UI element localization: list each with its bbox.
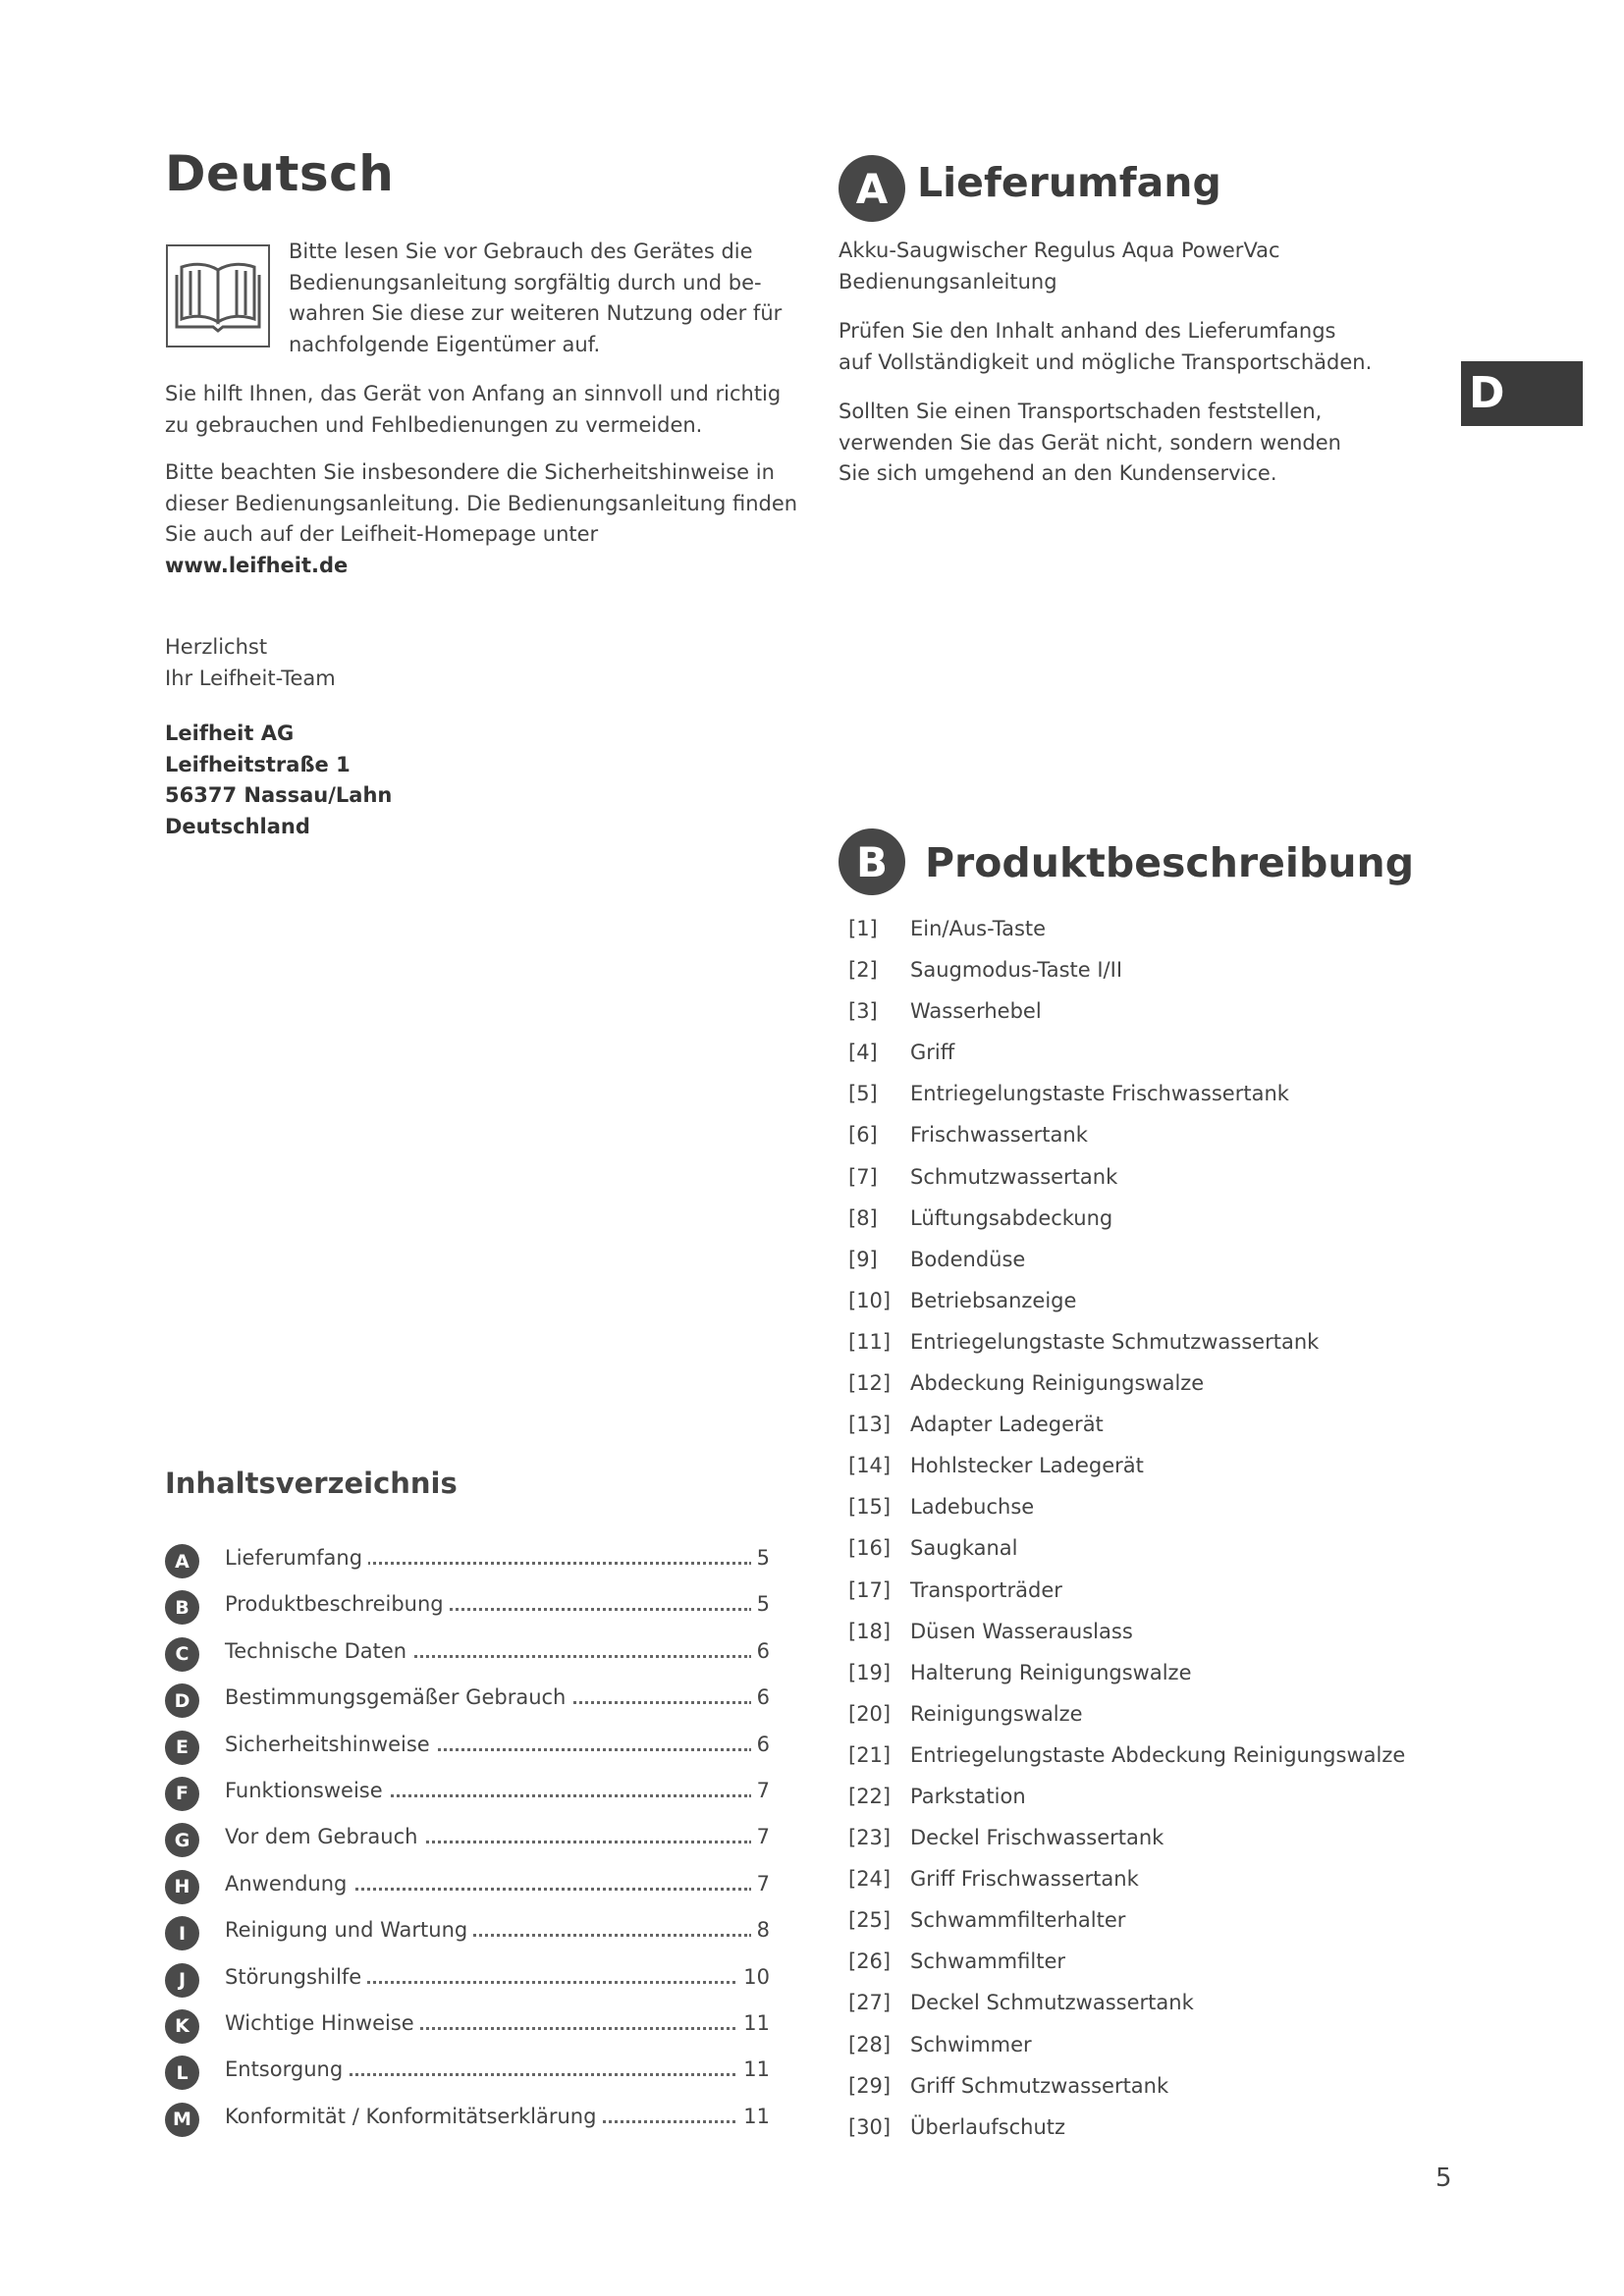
part-item (848, 1161, 1457, 1202)
part-item (848, 1367, 1457, 1409)
safety-notice-text (165, 457, 803, 581)
toc-page-number: 6 (751, 1639, 770, 1663)
part-number: [30] (848, 2114, 892, 2139)
toc-label: Entsorgung (225, 2057, 349, 2081)
text-line: auf Vollständigkeit und mögliche Transportschäden. (839, 349, 1373, 374)
toc-label: Anwendung (225, 1872, 352, 1896)
part-number: [28] (848, 2032, 892, 2056)
toc-letter-badge: H (165, 1870, 199, 1904)
toc-page-number: 6 (751, 1733, 770, 1756)
part-number: [13] (848, 1413, 892, 1437)
part-item (848, 1202, 1457, 1244)
part-name: Saugkanal (910, 1536, 1018, 1561)
toc-entry[interactable] (165, 1538, 774, 1584)
part-number: [20] (848, 1701, 892, 1726)
part-number: [25] (848, 1908, 892, 1933)
part-item (848, 1657, 1457, 1698)
toc-entry[interactable] (165, 1864, 774, 1910)
part-item (848, 2070, 1457, 2111)
part-name: Deckel Frischwassertank (910, 1826, 1164, 1850)
text-line: Prüfen Sie den Inhalt anhand des Lieferumfangs (839, 319, 1336, 343)
toc-letter-badge: D (165, 1683, 199, 1718)
part-item (848, 995, 1457, 1037)
part-name: Schwammfilterhalter (910, 1908, 1126, 1933)
part-name: Entriegelungstaste Schmutzwassertank (910, 1329, 1320, 1354)
part-item (848, 1078, 1457, 1119)
toc-letter-badge: E (165, 1731, 199, 1765)
part-number: [22] (848, 1784, 892, 1808)
part-item (848, 1491, 1457, 1532)
company-address (165, 719, 656, 842)
part-item (848, 2111, 1457, 2153)
company-line: Leifheitstraße 1 (165, 752, 351, 776)
page-number: 5 (1435, 2163, 1452, 2193)
book-icon (166, 244, 270, 347)
toc-entry[interactable] (165, 1817, 774, 1863)
part-item (848, 1037, 1457, 1078)
part-number: [16] (848, 1536, 892, 1561)
table-of-contents (165, 1538, 774, 2143)
part-name: Deckel Schmutzwassertank (910, 1991, 1194, 2015)
page-title: Deutsch (165, 145, 395, 202)
part-name: Hohlstecker Ladegerät (910, 1454, 1144, 1478)
part-number: [12] (848, 1371, 892, 1396)
part-number: [11] (848, 1329, 892, 1354)
text-line: Sollten Sie einen Transportschaden feststellen, (839, 400, 1323, 423)
part-name: Überlaufschutz (910, 2114, 1066, 2139)
toc-label: Produktbeschreibung (225, 1592, 450, 1616)
section-b-badge: B (839, 828, 905, 895)
part-name: Lüftungsabdeckung (910, 1205, 1113, 1230)
toc-label: Funktionsweise (225, 1779, 389, 1802)
part-number: [19] (848, 1660, 892, 1684)
part-item (848, 1616, 1457, 1657)
part-name: Schmutzwassertank (910, 1164, 1118, 1189)
part-item (848, 1119, 1457, 1160)
part-name: Griff Frischwassertank (910, 1867, 1139, 1892)
safety-notice-sentence: Bitte beachten Sie insbesondere die Sicherheitshinweise in dieser Bedienungsanleitung. Die Bedienungsanleitung finden Sie auch auf der Leifheit-Homepage unter (165, 460, 798, 546)
part-name: Abdeckung Reinigungswalze (910, 1371, 1205, 1396)
text-line: Sie sich umgehend an den Kundenservice. (839, 461, 1277, 485)
part-number: [26] (848, 1949, 892, 1974)
toc-page-number: 7 (751, 1825, 770, 1848)
part-item (848, 1285, 1457, 1326)
scope-of-delivery-text (839, 236, 1428, 297)
transport-damage-text (839, 397, 1428, 490)
part-item (848, 2029, 1457, 2070)
part-number: [27] (848, 1991, 892, 2015)
part-item (848, 954, 1457, 995)
toc-letter-badge: G (165, 1823, 199, 1857)
part-item (848, 1781, 1457, 1822)
part-number: [4] (848, 1041, 878, 1065)
toc-label: Störungshilfe (225, 1965, 367, 1989)
part-name: Frischwassertank (910, 1123, 1088, 1148)
toc-page-number: 8 (751, 1918, 770, 1942)
toc-entry[interactable] (165, 1584, 774, 1630)
part-name: Schwimmer (910, 2032, 1032, 2056)
toc-label: Technische Daten (225, 1639, 412, 1663)
toc-entry[interactable] (165, 1631, 774, 1678)
usage-text: Sie hilft Ihnen, das Gerät von Anfang an sinnvoll und richtig zu gebrauchen und Fehlbedienungen zu vermeiden. (165, 382, 782, 437)
toc-page-number: 5 (751, 1592, 770, 1616)
company-line: Deutschland (165, 814, 310, 838)
part-name: Betriebsanzeige (910, 1288, 1077, 1312)
greeting (165, 632, 656, 694)
toc-entry[interactable] (165, 1678, 774, 1724)
toc-letter-badge: I (165, 1916, 199, 1950)
part-name: Griff (910, 1041, 955, 1065)
toc-entry[interactable] (165, 2050, 774, 2096)
part-item (848, 1904, 1457, 1946)
part-name: Ein/Aus-Taste (910, 917, 1047, 940)
part-item (848, 1244, 1457, 1285)
part-number: [1] (848, 917, 878, 940)
company-line: 56377 Nassau/Lahn (165, 783, 393, 807)
part-number: [23] (848, 1826, 892, 1850)
language-tab: D (1461, 361, 1583, 426)
part-item (848, 1987, 1457, 2028)
part-number: [10] (848, 1288, 892, 1312)
part-name: Parkstation (910, 1784, 1026, 1808)
part-number: [6] (848, 1123, 878, 1148)
check-contents-text (839, 316, 1428, 378)
company-line: Leifheit AG (165, 721, 295, 745)
part-number: [24] (848, 1867, 892, 1892)
part-number: [21] (848, 1742, 892, 1767)
part-name: Saugmodus-Taste I/II (910, 958, 1123, 983)
toc-label: Lieferumfang (225, 1546, 368, 1570)
toc-label: Wichtige Hinweise (225, 2011, 420, 2035)
part-item (848, 1698, 1457, 1739)
part-name: Ladebuchse (910, 1495, 1035, 1520)
part-name: Transporträder (910, 1577, 1062, 1602)
section-a-badge: A (839, 155, 905, 222)
part-number: [3] (848, 999, 878, 1024)
toc-label: Konformität / Konformitätserklärung (225, 2105, 602, 2128)
part-name: Schwammfilter (910, 1949, 1065, 1974)
part-name: Entriegelungstaste Frischwassertank (910, 1082, 1289, 1106)
section-a-title: Lieferumfang (917, 159, 1221, 206)
part-name: Düsen Wasserauslass (910, 1619, 1133, 1643)
toc-letter-badge: B (165, 1590, 199, 1625)
part-name: Adapter Ladegerät (910, 1413, 1104, 1437)
part-name: Griff Schmutzwassertank (910, 2073, 1169, 2098)
part-item (848, 1946, 1457, 1987)
toc-entry[interactable] (165, 2097, 774, 2143)
part-item (848, 913, 1457, 954)
part-name: Halterung Reinigungswalze (910, 1660, 1192, 1684)
delivery-item: Bedienungsanleitung (839, 269, 1057, 294)
part-item (848, 1739, 1457, 1781)
part-number: [9] (848, 1247, 878, 1271)
toc-page-number: 6 (751, 1685, 770, 1709)
part-item (848, 1532, 1457, 1574)
toc-entry[interactable] (165, 1771, 774, 1817)
part-number: [29] (848, 2073, 892, 2098)
toc-entry[interactable] (165, 1725, 774, 1771)
toc-label: Vor dem Gebrauch (225, 1825, 423, 1848)
toc-page-number: 10 (737, 1965, 770, 1989)
part-number: [14] (848, 1454, 892, 1478)
toc-page-number: 11 (737, 2057, 770, 2081)
toc-page-number: 5 (751, 1546, 770, 1570)
part-name: Entriegelungstaste Abdeckung Reinigungswalze (910, 1742, 1406, 1767)
toc-label: Bestimmungsgemäßer Gebrauch (225, 1685, 571, 1709)
part-item (848, 1409, 1457, 1450)
toc-letter-badge: A (165, 1544, 199, 1578)
toc-letter-badge: J (165, 1963, 199, 1998)
toc-entry[interactable] (165, 1957, 774, 2003)
toc-page-number: 7 (751, 1779, 770, 1802)
toc-letter-badge: K (165, 2009, 199, 2044)
toc-letter-badge: F (165, 1777, 199, 1811)
parts-list (848, 913, 1457, 2153)
part-number: [7] (848, 1164, 878, 1189)
part-item (848, 1863, 1457, 1904)
part-item (848, 1575, 1457, 1616)
toc-letter-badge: C (165, 1637, 199, 1672)
toc-entry[interactable] (165, 1910, 774, 1956)
part-number: [2] (848, 958, 878, 983)
toc-label: Sicherheitshinweise (225, 1733, 436, 1756)
homepage-link[interactable]: www.leifheit.de (165, 553, 349, 577)
toc-label: Reinigung und Wartung (225, 1918, 473, 1942)
toc-letter-badge: M (165, 2103, 199, 2137)
text-line: verwenden Sie das Gerät nicht, sondern wenden (839, 430, 1341, 454)
part-number: [15] (848, 1495, 892, 1520)
toc-page-number: 11 (737, 2011, 770, 2035)
part-name: Wasserhebel (910, 999, 1042, 1024)
toc-page-number: 7 (751, 1872, 770, 1896)
toc-heading: Inhaltsverzeichnis (165, 1467, 458, 1500)
delivery-item: Akku-Saugwischer Regulus Aqua PowerVac (839, 239, 1280, 262)
toc-page-number: 11 (737, 2105, 770, 2128)
toc-entry[interactable] (165, 2003, 774, 2050)
part-name: Bodendüse (910, 1247, 1026, 1271)
part-number: [17] (848, 1577, 892, 1602)
part-number: [8] (848, 1205, 878, 1230)
toc-letter-badge: L (165, 2056, 199, 2090)
part-number: [5] (848, 1082, 878, 1106)
part-name: Reinigungswalze (910, 1701, 1083, 1726)
intro-text: Bitte lesen Sie vor Gebrauch des Gerätes die Bedienungsanleitung sorgfältig durch und be-wahren Sie diese zur weiteren Nutzung oder für nachfolgende Eigentümer auf. (289, 240, 783, 356)
greeting-line: Ihr Leifheit-Team (165, 666, 336, 690)
part-item (848, 1822, 1457, 1863)
part-item (848, 1326, 1457, 1367)
greeting-line: Herzlichst (165, 635, 268, 659)
part-item (848, 1450, 1457, 1491)
section-b-title: Produktbeschreibung (925, 839, 1415, 886)
part-number: [18] (848, 1619, 892, 1643)
